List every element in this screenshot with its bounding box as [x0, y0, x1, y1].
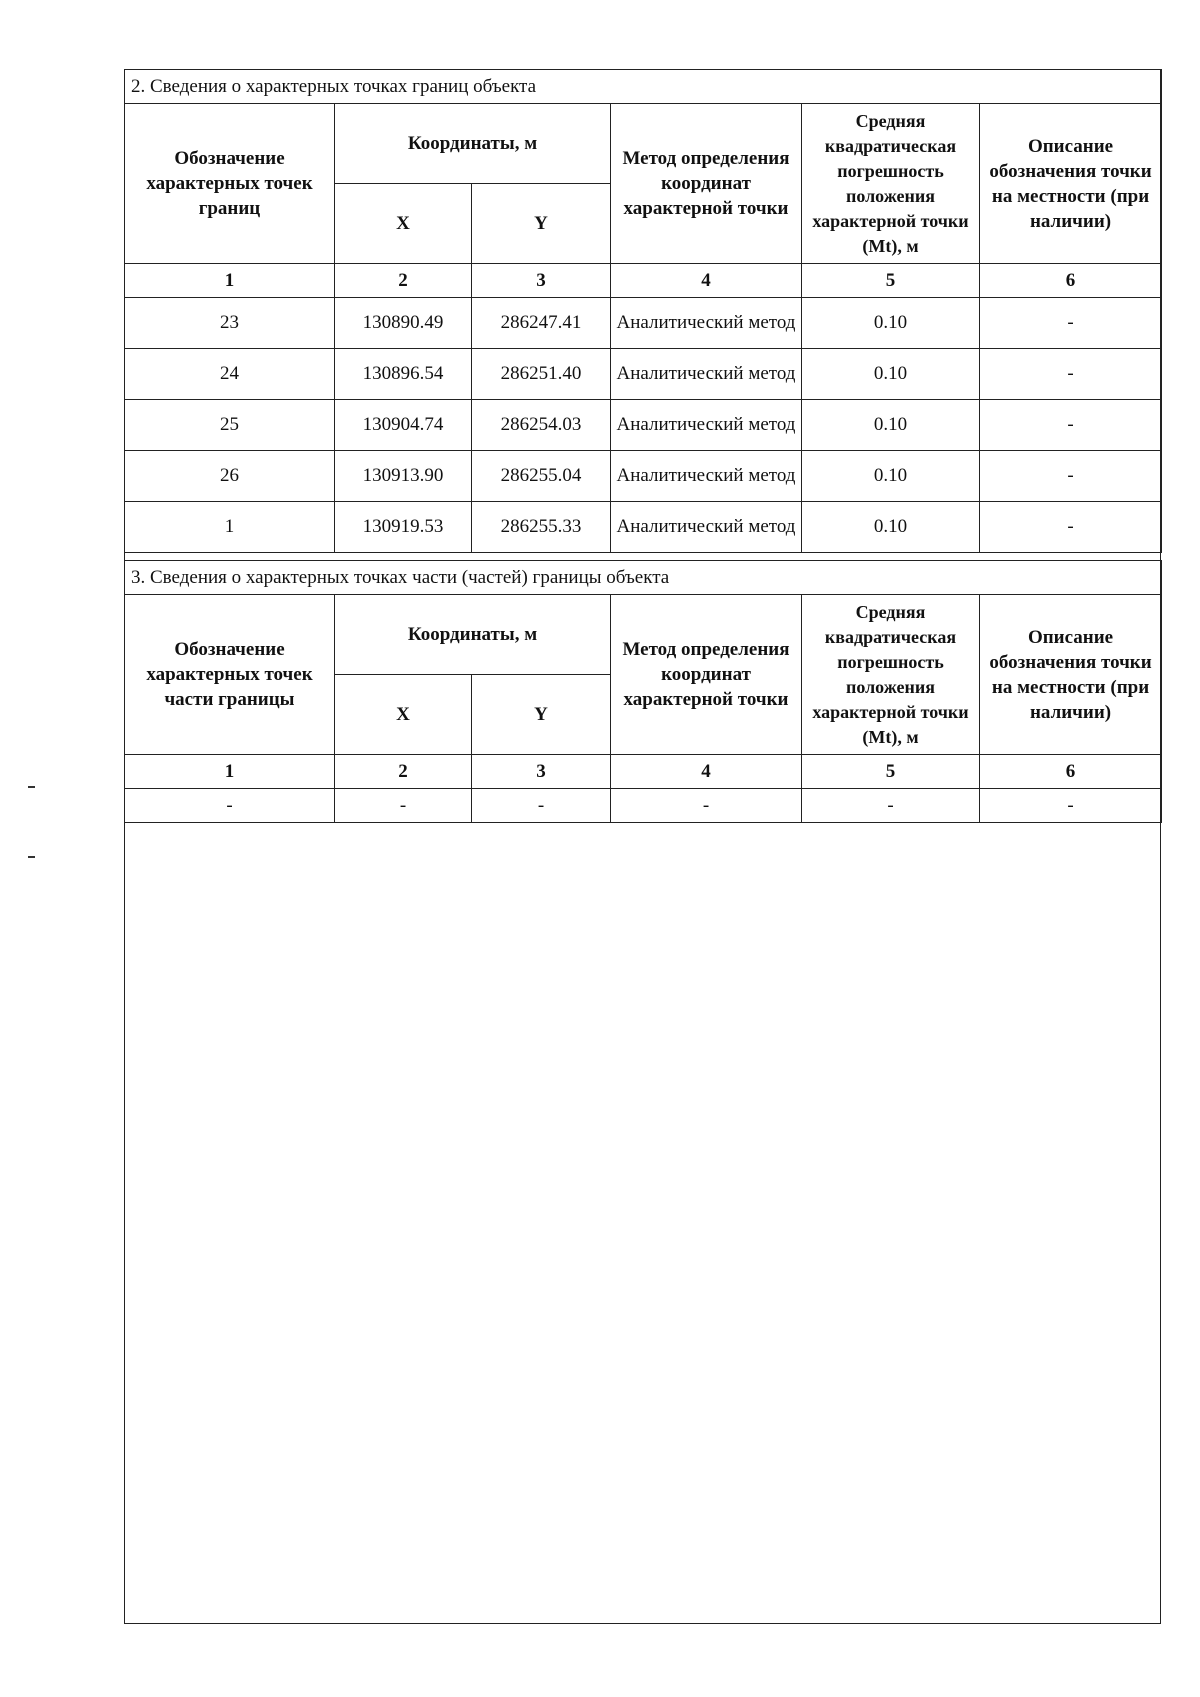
column-number: 1: [125, 264, 335, 298]
column-number: 4: [611, 264, 802, 298]
header-designation: Обозначение характерных точек границ: [125, 104, 335, 264]
header-x: X: [335, 184, 472, 264]
description: -: [980, 451, 1162, 502]
header-designation: Обозначение характерных точек части границы: [125, 595, 335, 755]
point-number: 26: [125, 451, 335, 502]
point-number: 24: [125, 349, 335, 400]
error: 0.10: [802, 298, 980, 349]
method: Аналитический метод: [611, 502, 802, 553]
error: 0.10: [802, 400, 980, 451]
column-number: 5: [802, 755, 980, 789]
column-number: 5: [802, 264, 980, 298]
scan-mark: [28, 786, 35, 788]
coord-x: 130913.90: [335, 451, 472, 502]
section-3-title: 3. Сведения о характерных точках части (частей) границы объекта: [125, 561, 1162, 595]
point-number: 25: [125, 400, 335, 451]
description: -: [980, 298, 1162, 349]
column-number: 1: [125, 755, 335, 789]
description: -: [980, 789, 1162, 823]
column-number: 2: [335, 264, 472, 298]
header-coordinates: Координаты, м: [335, 595, 611, 675]
error: -: [802, 789, 980, 823]
coord-y: 286255.04: [472, 451, 611, 502]
column-number: 3: [472, 264, 611, 298]
header-description: Описание обозначения точки на местности (при наличии): [980, 104, 1162, 264]
header-method: Метод определения координат характерной точки: [611, 104, 802, 264]
table-row: [125, 789, 1162, 823]
table-row: [125, 400, 1162, 451]
scan-mark: [28, 856, 35, 858]
method: Аналитический метод: [611, 400, 802, 451]
method: Аналитический метод: [611, 298, 802, 349]
error: 0.10: [802, 502, 980, 553]
header-y: Y: [472, 675, 611, 755]
column-number: 4: [611, 755, 802, 789]
column-number: 6: [980, 755, 1162, 789]
boundary-part-points-table: [124, 560, 1162, 823]
header-x: X: [335, 675, 472, 755]
point-number: 1: [125, 502, 335, 553]
column-number-row: [125, 755, 1162, 789]
error: 0.10: [802, 349, 980, 400]
coord-y: -: [472, 789, 611, 823]
table-row: [125, 298, 1162, 349]
description: -: [980, 400, 1162, 451]
coord-y: 286255.33: [472, 502, 611, 553]
boundary-points-table: [124, 69, 1162, 553]
coord-x: -: [335, 789, 472, 823]
point-number: 23: [125, 298, 335, 349]
header-method: Метод определения координат характерной точки: [611, 595, 802, 755]
header-coordinates: Координаты, м: [335, 104, 611, 184]
coord-y: 286251.40: [472, 349, 611, 400]
coord-x: 130896.54: [335, 349, 472, 400]
section-2-title: 2. Сведения о характерных точках границ объекта: [125, 70, 1162, 104]
method: -: [611, 789, 802, 823]
table-row: [125, 349, 1162, 400]
coord-x: 130919.53: [335, 502, 472, 553]
coord-x: 130904.74: [335, 400, 472, 451]
column-number: 6: [980, 264, 1162, 298]
description: -: [980, 502, 1162, 553]
error: 0.10: [802, 451, 980, 502]
header-error: Средняя квадратическая погрешность положения характерной точки (Mt), м: [802, 104, 980, 264]
point-number: -: [125, 789, 335, 823]
coord-x: 130890.49: [335, 298, 472, 349]
table-row: [125, 451, 1162, 502]
coord-y: 286254.03: [472, 400, 611, 451]
description: -: [980, 349, 1162, 400]
table-row: [125, 502, 1162, 553]
method: Аналитический метод: [611, 451, 802, 502]
header-description: Описание обозначения точки на местности (при наличии): [980, 595, 1162, 755]
column-number-row: [125, 264, 1162, 298]
column-number: 3: [472, 755, 611, 789]
column-number: 2: [335, 755, 472, 789]
header-error: Средняя квадратическая погрешность положения характерной точки (Mt), м: [802, 595, 980, 755]
method: Аналитический метод: [611, 349, 802, 400]
header-y: Y: [472, 184, 611, 264]
coord-y: 286247.41: [472, 298, 611, 349]
